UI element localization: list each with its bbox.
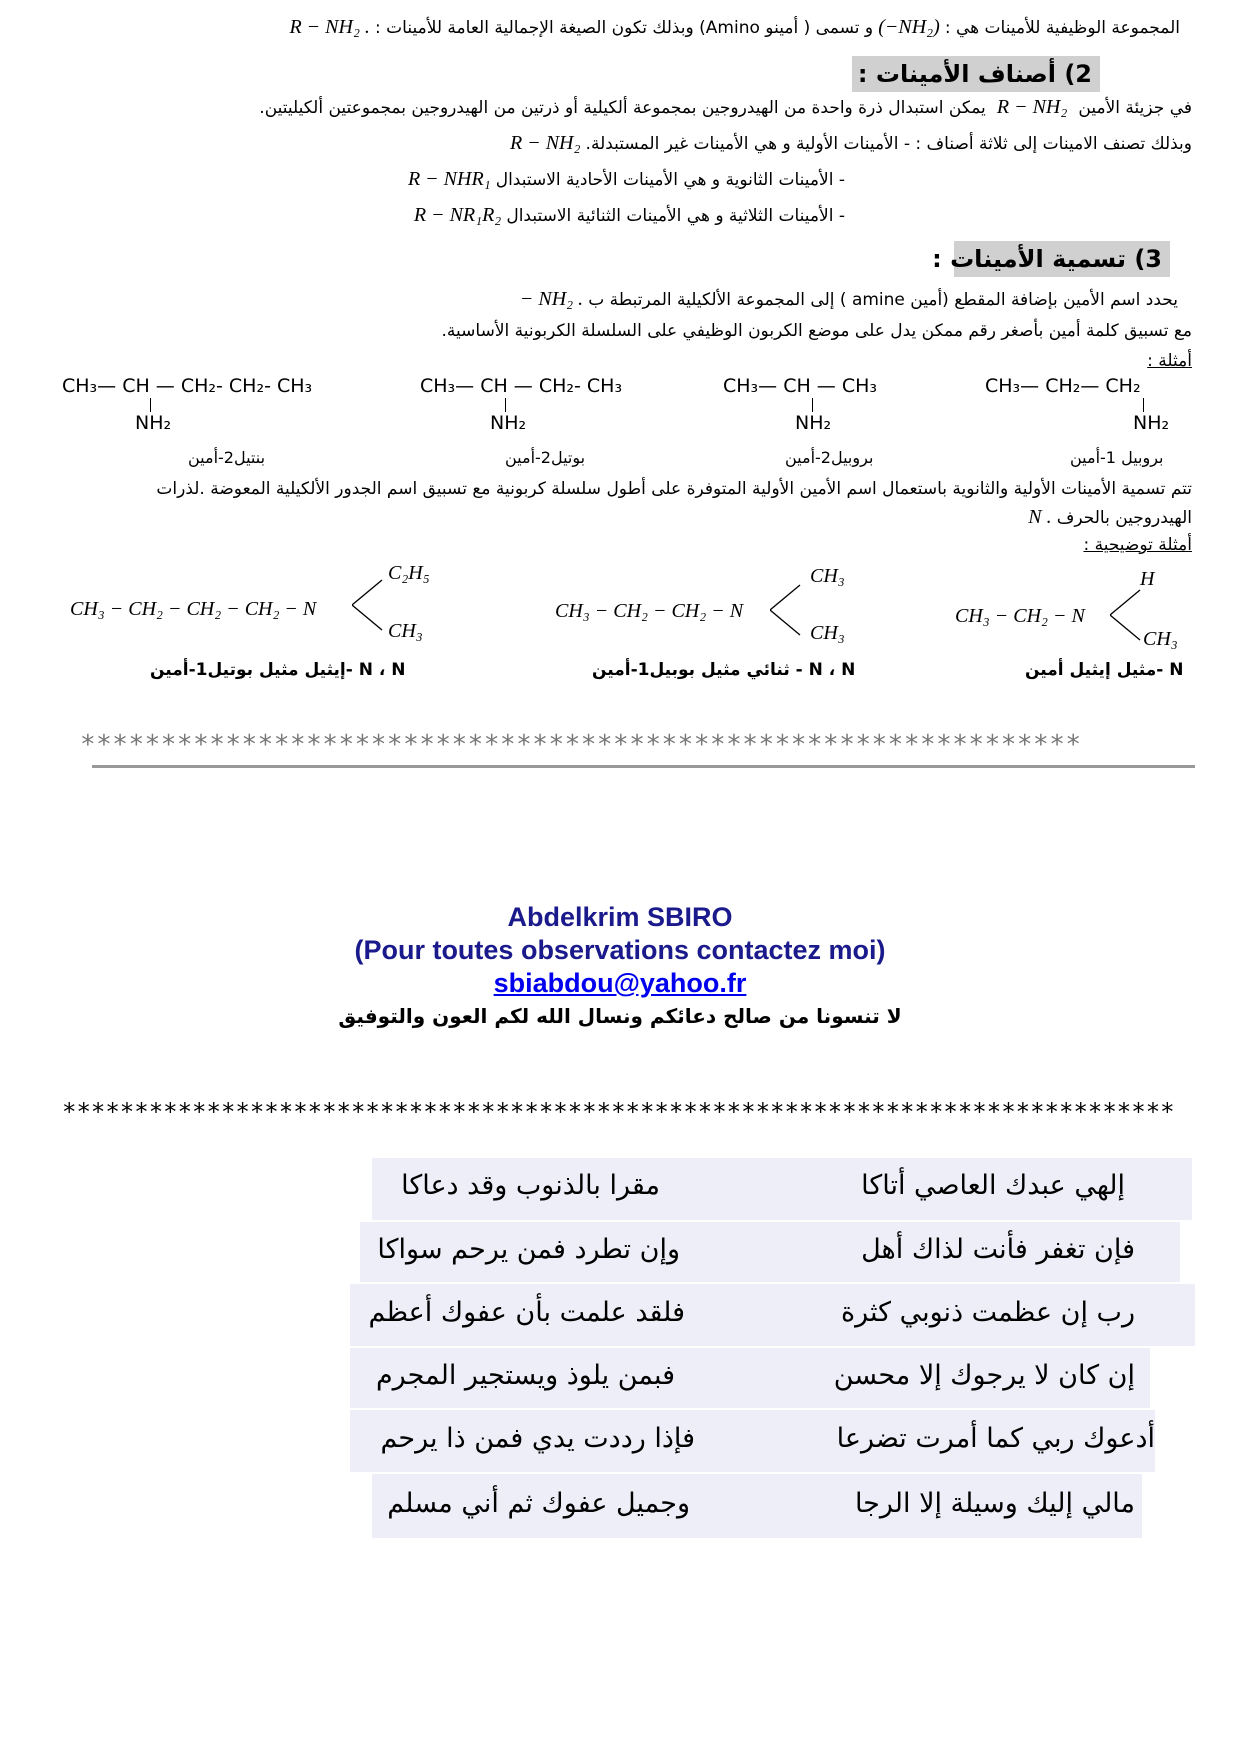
example-2-chain: CH₃— CH — CH₃ [723, 375, 878, 397]
verse-2-right: فإن تغفر فأنت لذاك أهل [861, 1234, 1135, 1265]
verse-2-left: وإن تطرد فمن يرحم سواكا [377, 1234, 680, 1265]
verse-4-left: فبمن يلوذ ويستجير المجرم [375, 1360, 675, 1391]
separator-rule [92, 765, 1195, 768]
ex2-3-name: N ، N -إيثيل مثيل بوتيل1-أمين [150, 660, 406, 680]
intro-group: (−NH₂) [878, 16, 940, 38]
ex2-2-bottom: CH₃ [810, 622, 845, 644]
example-2-name: بروبيل2-أمين [785, 448, 874, 467]
intro-text: المجموعة الوظيفية للأمينات هي : [944, 18, 1180, 38]
example-3-chain: CH₃— CH — CH₂- CH₃ [420, 375, 623, 397]
ex2-1-chain: CH₃ − CH₂ − N [955, 605, 1085, 627]
section3-title: 3) تسمية الأمينات : [954, 241, 1170, 277]
ex2-1-name: N -مثيل إيثيل أمين [1025, 660, 1184, 680]
section2-p1: في جزيئة الأمين R − NH₂ يمكن استبدال ذرة واحدة من الهيدروجين بمجموعة ألكيلية أو ذرتين من الهيدروجين بمجموعتين ألكيليتين. [259, 96, 1192, 118]
ex2-2-top: CH₃ [810, 565, 845, 587]
section2-p3: - الأمينات الثانوية و هي الأمينات الأحادية الاستبدال R − NHR₁ [407, 168, 845, 190]
example-1-chain: CH₃— CH₂— CH₂ [985, 375, 1141, 397]
example-4-amine: NH₂ [135, 412, 172, 434]
example-1-amine: NH₂ [1133, 412, 1170, 434]
example-3-bond [505, 398, 506, 412]
example-3-name: بوتيل2-أمين [505, 448, 586, 467]
example-4-name: بنتيل2-أمين [188, 448, 266, 467]
ex2-3-top: C₂H₅ [388, 562, 430, 584]
author-email[interactable]: sbiabdou@yahoo.fr [493, 968, 747, 998]
verse-4-right: إن كان لا يرجوك إلا محسن [833, 1360, 1135, 1391]
example-1-bond [1143, 398, 1144, 412]
dua-line: لا تنسونا من صالح دعائكم ونسال الله لكم العون والتوفيق [338, 1004, 902, 1028]
section3-p4: الهيدروجين بالحرف N . [1028, 506, 1192, 528]
ex2-2-bonds [770, 580, 810, 640]
verse-5-right: أدعوك ربي كما أمرت تضرعا [836, 1423, 1155, 1454]
examples-label: أمثلة : [1147, 351, 1192, 371]
verse-5-left: فإذا رددت يدي فمن ذا يرحم [380, 1423, 695, 1454]
intro-named: و تسمى ( أمينو Amino) وبذلك تكون الصيغة الإجمالية العامة للأمينات : [375, 18, 874, 38]
verse-1-right: إلهي عبدك العاصي أتاكا [861, 1170, 1125, 1201]
examples2-label: أمثلة توضيحية : [1083, 535, 1192, 555]
ex2-3-chain: CH₃ − CH₂ − CH₂ − CH₂ − N [70, 598, 317, 620]
separator-stars-1: ************************************************************** [80, 730, 1082, 760]
section3-p1: يحدد اسم الأمين بإضافة المقطع (أمين amine ) إلى المجموعة الألكيلية المرتبطة ب − NH₂ . [519, 288, 1178, 310]
section2-p4: - الأمينات الثلاثية و هي الأمينات الثنائية الاستبدال R − NR₁R₂ [413, 204, 845, 226]
ex2-1-top: H [1140, 568, 1155, 590]
separator-stars-2: ***************************************************************************** [62, 1098, 1175, 1126]
verse-1-left: مقرا بالذنوب وقد دعاكا [401, 1170, 660, 1201]
ex2-3-bonds [352, 575, 392, 635]
ex2-2-chain: CH₃ − CH₂ − CH₂ − N [555, 600, 744, 622]
example-4-bond [150, 398, 151, 412]
verse-6-right: مالي إليك وسيلة إلا الرجا [854, 1488, 1135, 1519]
ex2-2-name: N ، N - ثنائي مثيل بوبيل1-أمين [592, 660, 856, 680]
section3-p3: تتم تسمية الأمينات الأولية والثانوية باستعمال اسم الأمين الأولية المتوفرة على أطول سلسلة كربونية مع تسبيق اسم الجدور الألكيلية المعوضة .لذرات [156, 479, 1192, 499]
section3-p2: مع تسبيق كلمة أمين بأصغر رقم ممكن يدل على موضع الكربون الوظيفي على السلسلة الكربونية الأساسية. [441, 321, 1192, 341]
example-2-amine: NH₂ [795, 412, 832, 434]
example-1-name: بروبيل 1-أمين [1070, 448, 1164, 467]
verse-6-left: وجميل عفوك ثم أني مسلم [387, 1488, 690, 1519]
ex2-3-bottom: CH₃ [388, 620, 423, 642]
author-name: Abdelkrim SBIRO [507, 902, 733, 932]
example-2-bond [812, 398, 813, 412]
example-3-amine: NH₂ [490, 412, 527, 434]
verse-3-right: رب إن عظمت ذنوبي كثرة [840, 1297, 1135, 1328]
verse-3-left: فلقد علمت بأن عفوك أعظم [368, 1297, 685, 1328]
section2-p2: وبذلك تصنف الامينات إلى ثلاثة أصناف : - الأمينات الأولية و هي الأمينات غير المستبدلة. R − NH₂ [510, 132, 1192, 154]
intro-line [40, 16, 1180, 42]
author-note: (Pour toutes observations contactez moi) [354, 935, 886, 965]
ex2-1-bottom: CH₃ [1143, 628, 1178, 650]
intro-formula: R − NH₂ . [289, 16, 370, 38]
example-4-chain: CH₃— CH — CH₂- CH₂- CH₃ [62, 375, 313, 397]
section2-title: 2) أصناف الأمينات : [852, 56, 1100, 92]
